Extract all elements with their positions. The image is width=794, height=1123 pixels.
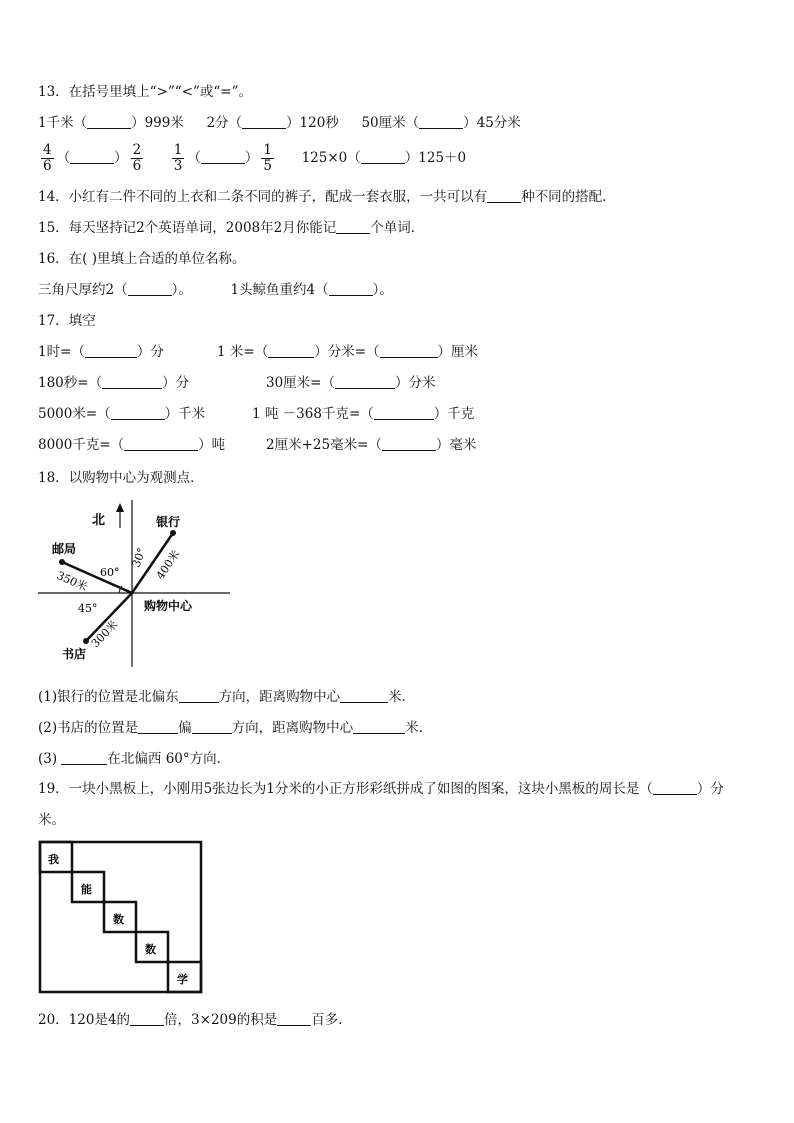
q14 <box>38 187 616 207</box>
shop-label: 书店 <box>62 647 87 661</box>
q13-lp-1: （ <box>56 150 71 166</box>
q17-r3b: ）千米 <box>164 406 206 422</box>
q13-blank-4[interactable] <box>70 149 114 164</box>
q14-text-a: 14．小红有二件不同的上衣和二条不同的裤子，配成一套衣服，一共可以有 <box>38 189 488 205</box>
q20-text-a: 20．120是4的 <box>38 1012 131 1028</box>
q13-r2c: 125×0（ <box>301 150 361 166</box>
q17-row2-right <box>266 373 436 393</box>
q20-blank-1[interactable] <box>130 1011 164 1026</box>
q18-blank-3[interactable] <box>138 719 178 734</box>
q17-r3a: 5000米=（ <box>38 406 111 422</box>
distance-350-label: 350米 <box>54 568 90 594</box>
q17-blank-4[interactable] <box>102 374 162 389</box>
q17-row3-right <box>252 404 474 424</box>
q13-r1f: ）45分米 <box>463 115 521 131</box>
q19-text-a: 19．一块小黑板上，小刚用5张边长为1分米的小正方形彩纸拼成了如图的图案，这块小黑板的周长是（ <box>38 781 653 797</box>
q13-r1d: ）120秒 <box>286 115 339 131</box>
q18-s1b: 方向，距离购物中心 <box>218 689 341 705</box>
q17-blank-1[interactable] <box>85 343 137 358</box>
q18-s3a: (3) <box>38 751 62 767</box>
q17-blank-6[interactable] <box>111 405 165 420</box>
q20-text-b: 倍，3×209的积是 <box>164 1012 278 1028</box>
q13-r1a: 1千米（ <box>38 115 88 131</box>
q17-blank-9[interactable] <box>382 436 436 451</box>
q18-blank-6[interactable] <box>61 750 107 765</box>
q19-text-b: ）分 <box>696 781 724 797</box>
q17-row2-left <box>38 373 189 393</box>
q17-blank-3[interactable] <box>380 343 438 358</box>
center-label: 购物中心 <box>144 599 193 613</box>
q13-blank-5[interactable] <box>201 149 245 164</box>
blackboard-figure <box>38 840 204 996</box>
bank-label: 银行 <box>156 515 181 529</box>
q13-frac-3: $\frac{1}{3}$ <box>173 142 183 174</box>
q17-r4c: 2厘米+25毫米=（ <box>266 437 382 453</box>
q13-r1e: 50厘米（ <box>361 115 420 131</box>
q18-s2b: 偏 <box>178 720 192 736</box>
q15 <box>38 218 424 238</box>
q17-r4d: ）毫米 <box>435 437 477 453</box>
q13-row2 <box>38 140 466 176</box>
q16-text-a: 三角尺厚约2（ <box>38 282 128 298</box>
q17-r4a: 8000千克=（ <box>38 437 125 453</box>
q16-text-b: ）。 <box>171 282 192 298</box>
q17-r1c: 1 米=（ <box>217 344 269 360</box>
q18-title: 18．以购物中心为观测点． <box>38 470 204 486</box>
q15-text-a: 15．每天坚持记2个英语单词，2008年2月你能记 <box>38 220 337 236</box>
q13-frac-2: $\frac{2}{6}$ <box>132 142 142 174</box>
q14-blank[interactable] <box>487 188 521 203</box>
q18-blank-1[interactable] <box>179 688 219 703</box>
q17-row1-right <box>217 342 478 362</box>
q13-title: 13．在括号里填上“>”“<”或“=”。 <box>38 84 253 100</box>
tile-2-text: 能 <box>81 883 92 896</box>
q17-r1a: 1时=（ <box>38 344 85 360</box>
q17-r2b: ）分 <box>162 375 190 391</box>
q17-r1e: ）厘米 <box>437 344 479 360</box>
q20 <box>38 1010 352 1030</box>
q16-row <box>38 280 393 300</box>
q17-r1d: ）分米=（ <box>314 344 380 360</box>
q17-r2d: ）分米 <box>395 375 436 391</box>
q18-sub1 <box>38 687 415 707</box>
q19-blank[interactable] <box>653 780 697 795</box>
q18-s1c: 米． <box>388 689 416 705</box>
q14-text-b: 种不同的搭配． <box>521 189 616 205</box>
q13-frac-1: $\frac{4}{6}$ <box>43 142 52 174</box>
direction-map <box>38 500 238 670</box>
q19-line1 <box>38 779 724 799</box>
q17-r2c: 30厘米=（ <box>266 375 335 391</box>
angle-60-label: 60° <box>100 566 120 579</box>
q20-text-c: 百多． <box>311 1012 352 1028</box>
q18-blank-2[interactable] <box>340 688 388 703</box>
q13-blank-1[interactable] <box>87 114 131 129</box>
q17-title: 17．填空 <box>38 313 96 329</box>
q17-blank-5[interactable] <box>335 374 395 389</box>
q17-row3-left <box>38 404 205 424</box>
q15-text-b: 个单词． <box>370 220 425 236</box>
q17-blank-2[interactable] <box>268 343 314 358</box>
q18-blank-4[interactable] <box>192 719 232 734</box>
q13-r1b: ）999米 <box>131 115 184 131</box>
angle-30-label: 30° <box>129 546 149 570</box>
q16-text-c: 1头鲸鱼重约4（ <box>230 282 329 298</box>
tile-1-text: 我 <box>48 853 59 866</box>
q13-rp-1: ） <box>114 150 128 166</box>
q20-blank-2[interactable] <box>277 1011 311 1026</box>
q17-r2a: 180秒=（ <box>38 375 103 391</box>
q13-blank-6[interactable] <box>361 149 405 164</box>
q17-blank-7[interactable] <box>374 405 434 420</box>
q13-blank-2[interactable] <box>242 114 286 129</box>
q16-title: 16．在( )里填上合适的单位名称。 <box>38 251 246 267</box>
post-label: 邮局 <box>52 542 77 556</box>
q18-s2a: (2)书店的位置是 <box>38 720 139 736</box>
q13-frac-4: $\frac{1}{5}$ <box>263 142 272 174</box>
q16-blank-1[interactable] <box>128 281 172 296</box>
tile-3-text: 数 <box>113 913 124 926</box>
q17-r1b: ）分 <box>136 344 164 360</box>
q17-r4b: ）吨 <box>198 437 226 453</box>
q13-rp-2: ） <box>244 150 259 166</box>
distance-300-label: 300米 <box>88 618 121 651</box>
north-label: 北 <box>92 513 106 528</box>
q19-line2: 米。 <box>38 812 65 828</box>
q16-blank-2[interactable] <box>329 281 373 296</box>
tile-5-text: 学 <box>177 973 188 986</box>
angle-45-label: 45° <box>78 602 98 615</box>
distance-400-label: 400米 <box>153 547 183 582</box>
q16-text-d: ）。 <box>372 282 393 298</box>
q17-blank-8[interactable] <box>124 436 198 451</box>
q18-sub2 <box>38 718 432 738</box>
q17-row1-left <box>38 342 164 362</box>
q17-r3c: 1 吨 －368千克=（ <box>252 406 374 422</box>
q13-r1c: 2分（ <box>206 115 243 131</box>
tile-4-text: 数 <box>145 943 156 956</box>
north-arrowhead-icon <box>116 503 124 512</box>
q18-s1a: (1)银行的位置是北偏东 <box>38 689 179 705</box>
q13-r2d: ）125＋0 <box>404 150 467 166</box>
q17-r3d: ）千克 <box>433 406 475 422</box>
q13-row1 <box>38 113 521 133</box>
q15-blank[interactable] <box>336 219 370 234</box>
q13-blank-3[interactable] <box>419 114 463 129</box>
q17-row4-left <box>38 435 225 455</box>
q18-s2d: 米． <box>405 720 433 736</box>
q13-lp-2: （ <box>187 150 201 166</box>
q18-sub3 <box>38 749 230 769</box>
q18-s2c: 方向，距离购物中心 <box>231 720 354 736</box>
q18-blank-5[interactable] <box>353 719 405 734</box>
q18-s3b: 在北偏西 60°方向． <box>107 751 231 767</box>
q17-row4-right <box>266 435 476 455</box>
